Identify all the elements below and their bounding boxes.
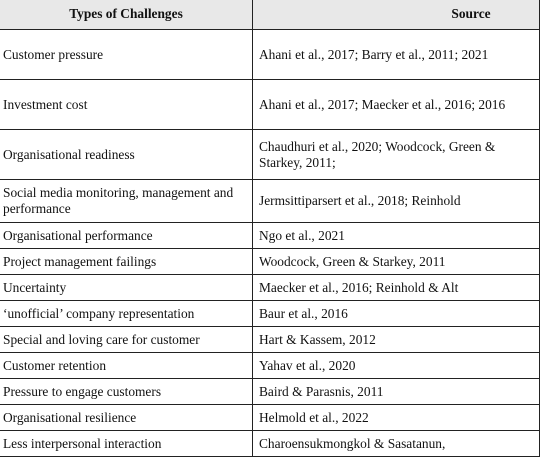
source-cell: Hart & Kassem, 2012: [253, 327, 540, 353]
challenge-cell: Organisational resilience: [0, 405, 253, 431]
source-cell: Baird & Parasnis, 2011: [253, 379, 540, 405]
challenge-cell: Customer pressure: [0, 30, 253, 80]
challenge-cell: Pressure to engage customers: [0, 379, 253, 405]
table-row: [0, 249, 540, 275]
table-row: [0, 405, 540, 431]
source-cell: Ahani et al., 2017; Maecker et al., 2016; 2016: [253, 80, 540, 130]
challenge-cell: Uncertainty: [0, 275, 253, 301]
challenge-cell: Project management failings: [0, 249, 253, 275]
source-cell: Ngo et al., 2021: [253, 223, 540, 249]
source-cell: Jermsittiparsert et al., 2018; Reinhold: [253, 180, 540, 223]
source-cell: Ahani et al., 2017; Barry et al., 2011; 2021: [253, 30, 540, 80]
challenge-cell: Special and loving care for customer: [0, 327, 253, 353]
source-cell: Helmold et al., 2022: [253, 405, 540, 431]
table-row: [0, 80, 540, 130]
source-cell: Baur et al., 2016: [253, 301, 540, 327]
table-row: [0, 301, 540, 327]
header-source: Source: [253, 0, 540, 30]
table-row: [0, 30, 540, 80]
source-cell: Charoensukmongkol & Sasatanun,: [253, 431, 540, 457]
table-row: [0, 180, 540, 223]
challenge-cell: Organisational readiness: [0, 130, 253, 180]
table-row: [0, 223, 540, 249]
header-types-of-challenges: Types of Challenges: [0, 0, 253, 30]
challenge-cell: Organisational performance: [0, 223, 253, 249]
table-header-row: [0, 0, 540, 30]
table-row: [0, 275, 540, 301]
table-row: [0, 379, 540, 405]
source-cell: Yahav et al., 2020: [253, 353, 540, 379]
challenge-cell: ‘unofficial’ company representation: [0, 301, 253, 327]
table-row: [0, 431, 540, 457]
challenge-cell: Less interpersonal interaction: [0, 431, 253, 457]
source-cell: Maecker et al., 2016; Reinhold & Alt: [253, 275, 540, 301]
challenge-cell: Social media monitoring, management and performance: [0, 180, 253, 223]
challenge-cell: Investment cost: [0, 80, 253, 130]
table-row: [0, 327, 540, 353]
table-row: [0, 130, 540, 180]
source-cell: Woodcock, Green & Starkey, 2011: [253, 249, 540, 275]
source-cell: Chaudhuri et al., 2020; Woodcock, Green & Starkey, 2011;: [253, 130, 540, 180]
challenge-cell: Customer retention: [0, 353, 253, 379]
table-row: [0, 353, 540, 379]
